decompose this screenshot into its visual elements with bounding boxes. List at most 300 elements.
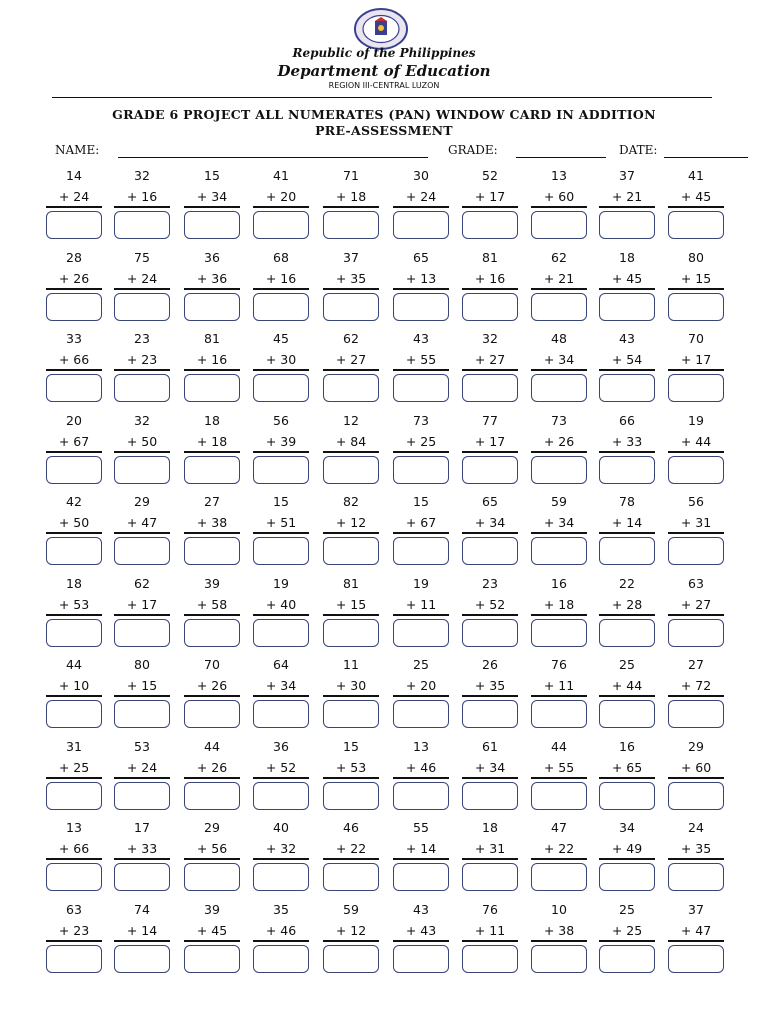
answer-box[interactable] <box>323 782 379 810</box>
date-field[interactable] <box>664 157 748 158</box>
addend-bottom: + 60 <box>680 759 712 775</box>
answer-box[interactable] <box>393 945 449 973</box>
addend-bottom: + 45 <box>611 270 643 286</box>
addend-top: 62 <box>343 331 359 346</box>
addition-problem <box>44 902 104 980</box>
answer-box[interactable] <box>599 293 655 321</box>
addend-bottom: + 53 <box>335 759 367 775</box>
sum-line <box>114 614 170 616</box>
sum-line <box>393 451 449 453</box>
addend-top: 56 <box>273 412 289 428</box>
addend-top: 42 <box>66 494 82 509</box>
addend-top: 25 <box>619 901 635 917</box>
addend-bottom: + 12 <box>335 515 367 530</box>
sum-line <box>531 940 587 942</box>
answer-box[interactable] <box>323 537 379 565</box>
addend-top: 80 <box>688 249 704 265</box>
answer-box[interactable] <box>393 863 449 891</box>
addend-top: 23 <box>134 331 150 346</box>
answer-box[interactable] <box>393 211 449 239</box>
addend-bottom: + 44 <box>611 678 643 693</box>
answer-box[interactable] <box>46 537 102 565</box>
addend-top: 24 <box>688 820 704 835</box>
answer-box[interactable] <box>184 537 240 565</box>
sum-line <box>599 940 655 942</box>
sum-line <box>531 206 587 208</box>
addend-bottom: + 27 <box>474 352 506 367</box>
addend-bottom: + 16 <box>474 270 506 286</box>
addition-problem <box>391 657 451 735</box>
sum-line <box>323 451 379 453</box>
answer-box[interactable] <box>531 293 587 321</box>
answer-box[interactable] <box>531 537 587 565</box>
addend-bottom: + 40 <box>265 596 297 612</box>
answer-box[interactable] <box>599 782 655 810</box>
addend-bottom: + 34 <box>474 759 506 775</box>
sum-line <box>599 369 655 371</box>
addend-top: 80 <box>134 657 150 672</box>
addend-bottom: + 11 <box>543 678 575 693</box>
answer-box[interactable] <box>253 700 309 728</box>
addend-top: 12 <box>343 412 359 428</box>
addend-top: 28 <box>66 249 82 265</box>
addend-top: 45 <box>273 331 289 346</box>
answer-box[interactable] <box>184 945 240 973</box>
addend-top: 18 <box>482 820 498 835</box>
addend-bottom: + 65 <box>611 759 643 775</box>
addend-top: 66 <box>619 412 635 428</box>
addition-problem <box>251 168 311 246</box>
grade-field[interactable] <box>516 157 606 158</box>
sum-line <box>531 858 587 860</box>
addition-problem <box>391 413 451 491</box>
addition-problem <box>251 494 311 572</box>
answer-box[interactable] <box>462 619 518 647</box>
addend-top: 14 <box>66 168 82 183</box>
addend-bottom: + 84 <box>335 433 367 449</box>
answer-box[interactable] <box>599 456 655 484</box>
answer-box[interactable] <box>531 945 587 973</box>
answer-box[interactable] <box>599 945 655 973</box>
answer-box[interactable] <box>393 619 449 647</box>
answer-box[interactable] <box>46 456 102 484</box>
sum-line <box>184 206 240 208</box>
answer-box[interactable] <box>46 374 102 402</box>
addition-problem <box>251 739 311 817</box>
answer-box[interactable] <box>531 863 587 891</box>
sum-line <box>393 940 449 942</box>
addition-problem <box>44 739 104 817</box>
addition-problem <box>460 250 520 328</box>
answer-box[interactable] <box>114 700 170 728</box>
sum-line <box>114 940 170 942</box>
answer-box[interactable] <box>668 211 724 239</box>
region-heading: REGION III-CENTRAL LUZON <box>328 81 440 90</box>
sum-line <box>323 206 379 208</box>
sum-line <box>253 532 309 534</box>
addend-top: 34 <box>619 820 635 835</box>
addend-bottom: + 51 <box>265 515 297 530</box>
addend-bottom: + 72 <box>680 678 712 693</box>
addition-problem <box>321 413 381 491</box>
answer-box[interactable] <box>323 456 379 484</box>
sum-line <box>531 451 587 453</box>
sum-line <box>184 614 240 616</box>
answer-box[interactable] <box>114 619 170 647</box>
addend-top: 18 <box>204 412 220 428</box>
addend-top: 10 <box>551 901 567 917</box>
answer-box[interactable] <box>668 456 724 484</box>
answer-box[interactable] <box>462 211 518 239</box>
addend-bottom: + 49 <box>611 841 643 856</box>
answer-box[interactable] <box>114 782 170 810</box>
sum-line <box>462 532 518 534</box>
addend-bottom: + 58 <box>196 596 228 612</box>
sum-line <box>668 532 724 534</box>
answer-box[interactable] <box>531 211 587 239</box>
addend-bottom: + 34 <box>543 352 575 367</box>
answer-box[interactable] <box>253 293 309 321</box>
addition-problem <box>666 576 726 654</box>
addend-bottom: + 16 <box>126 189 158 204</box>
addend-top: 48 <box>551 331 567 346</box>
addend-bottom: + 35 <box>474 678 506 693</box>
answer-box[interactable] <box>531 782 587 810</box>
addition-problem <box>182 657 242 735</box>
answer-box[interactable] <box>323 293 379 321</box>
addition-problem <box>597 739 657 817</box>
answer-box[interactable] <box>114 456 170 484</box>
sum-line <box>253 695 309 697</box>
answer-box[interactable] <box>46 782 102 810</box>
addition-problem <box>529 413 589 491</box>
addition-problem <box>391 250 451 328</box>
answer-box[interactable] <box>323 700 379 728</box>
addition-problem <box>112 331 172 409</box>
answer-box[interactable] <box>323 374 379 402</box>
sum-line <box>531 695 587 697</box>
addend-top: 61 <box>482 738 498 754</box>
addend-top: 65 <box>482 494 498 509</box>
answer-box[interactable] <box>184 293 240 321</box>
addend-bottom: + 38 <box>196 515 228 530</box>
answer-box[interactable] <box>668 700 724 728</box>
addend-bottom: + 14 <box>405 841 437 856</box>
addend-top: 70 <box>204 657 220 672</box>
addend-bottom: + 25 <box>58 759 90 775</box>
answer-box[interactable] <box>114 537 170 565</box>
addition-problem <box>597 494 657 572</box>
worksheet-title: GRADE 6 PROJECT ALL NUMERATES (PAN) WINDOW CARD IN ADDITION <box>112 107 656 122</box>
sum-line <box>114 532 170 534</box>
answer-box[interactable] <box>46 863 102 891</box>
name-label: NAME: <box>55 143 100 157</box>
answer-box[interactable] <box>599 863 655 891</box>
addend-top: 77 <box>482 412 498 428</box>
addend-top: 33 <box>66 331 82 346</box>
addend-top: 36 <box>273 738 289 754</box>
answer-box[interactable] <box>253 456 309 484</box>
addend-top: 59 <box>343 901 359 917</box>
addend-bottom: + 34 <box>543 515 575 530</box>
answer-box[interactable] <box>46 619 102 647</box>
answer-box[interactable] <box>46 293 102 321</box>
sum-line <box>184 940 240 942</box>
answer-box[interactable] <box>668 374 724 402</box>
addend-top: 44 <box>204 738 220 754</box>
addend-top: 29 <box>204 820 220 835</box>
answer-box[interactable] <box>393 293 449 321</box>
addend-top: 32 <box>134 168 150 183</box>
answer-box[interactable] <box>668 293 724 321</box>
addition-problem <box>251 657 311 735</box>
date-label: DATE: <box>619 143 658 157</box>
addend-bottom: + 15 <box>126 678 158 693</box>
addend-bottom: + 25 <box>611 922 643 938</box>
answer-box[interactable] <box>253 863 309 891</box>
answer-box[interactable] <box>253 211 309 239</box>
answer-box[interactable] <box>599 211 655 239</box>
deped-seal-icon <box>353 8 409 50</box>
addend-top: 22 <box>619 575 635 591</box>
sum-line <box>462 288 518 290</box>
addition-problem <box>391 576 451 654</box>
answer-box[interactable] <box>184 619 240 647</box>
answer-box[interactable] <box>462 700 518 728</box>
sum-line <box>114 288 170 290</box>
answer-box[interactable] <box>253 374 309 402</box>
answer-box[interactable] <box>184 782 240 810</box>
addition-problem <box>460 739 520 817</box>
addend-bottom: + 17 <box>126 596 158 612</box>
addition-problem <box>44 331 104 409</box>
answer-box[interactable] <box>114 374 170 402</box>
answer-box[interactable] <box>184 456 240 484</box>
sum-line <box>599 777 655 779</box>
answer-box[interactable] <box>323 619 379 647</box>
sum-line <box>184 288 240 290</box>
answer-box[interactable] <box>323 945 379 973</box>
addend-top: 65 <box>413 249 429 265</box>
answer-box[interactable] <box>462 293 518 321</box>
addition-problem <box>44 168 104 246</box>
addend-top: 15 <box>343 738 359 754</box>
sum-line <box>114 777 170 779</box>
addend-top: 39 <box>204 575 220 591</box>
sum-line <box>531 614 587 616</box>
answer-box[interactable] <box>114 863 170 891</box>
answer-box[interactable] <box>531 700 587 728</box>
addition-problem <box>251 820 311 898</box>
grade-label: GRADE: <box>448 143 498 157</box>
answer-box[interactable] <box>462 537 518 565</box>
addend-bottom: + 67 <box>405 515 437 530</box>
sum-line <box>531 369 587 371</box>
addend-top: 37 <box>343 249 359 265</box>
answer-box[interactable] <box>46 700 102 728</box>
addend-bottom: + 27 <box>335 352 367 367</box>
addend-bottom: + 67 <box>58 433 90 449</box>
sum-line <box>323 369 379 371</box>
addition-problem <box>597 413 657 491</box>
sum-line <box>253 614 309 616</box>
sum-line <box>393 614 449 616</box>
republic-heading: Republic of the Philippines <box>292 46 476 60</box>
addition-problem <box>460 820 520 898</box>
addition-problem <box>44 494 104 572</box>
answer-box[interactable] <box>114 211 170 239</box>
addend-bottom: + 24 <box>58 189 90 204</box>
answer-box[interactable] <box>462 863 518 891</box>
sum-line <box>599 614 655 616</box>
addend-top: 56 <box>688 494 704 509</box>
addend-top: 63 <box>688 575 704 591</box>
addition-problem <box>391 820 451 898</box>
sum-line <box>46 451 102 453</box>
addition-problem <box>112 902 172 980</box>
addition-problem <box>597 331 657 409</box>
addition-problem <box>666 902 726 980</box>
sum-line <box>114 451 170 453</box>
answer-box[interactable] <box>393 456 449 484</box>
sum-line <box>323 695 379 697</box>
answer-box[interactable] <box>253 619 309 647</box>
answer-box[interactable] <box>253 537 309 565</box>
answer-box[interactable] <box>393 374 449 402</box>
addend-top: 35 <box>273 901 289 917</box>
addend-bottom: + 39 <box>265 433 297 449</box>
sum-line <box>253 288 309 290</box>
addition-problem <box>321 576 381 654</box>
answer-box[interactable] <box>184 700 240 728</box>
addition-problem <box>251 902 311 980</box>
addend-bottom: + 56 <box>196 841 228 856</box>
addend-bottom: + 32 <box>265 841 297 856</box>
addition-problem <box>529 331 589 409</box>
answer-box[interactable] <box>668 537 724 565</box>
answer-box[interactable] <box>184 211 240 239</box>
addend-top: 73 <box>551 412 567 428</box>
addition-problem <box>391 739 451 817</box>
answer-box[interactable] <box>184 374 240 402</box>
answer-box[interactable] <box>393 782 449 810</box>
answer-box[interactable] <box>253 782 309 810</box>
sum-line <box>462 369 518 371</box>
addend-top: 81 <box>204 331 220 346</box>
addend-bottom: + 11 <box>474 922 506 938</box>
addend-top: 62 <box>551 249 567 265</box>
addition-problem <box>391 902 451 980</box>
sum-line <box>46 532 102 534</box>
answer-box[interactable] <box>531 374 587 402</box>
addend-top: 27 <box>688 657 704 672</box>
sum-line <box>114 695 170 697</box>
sum-line <box>46 777 102 779</box>
addend-top: 63 <box>66 901 82 917</box>
answer-box[interactable] <box>462 782 518 810</box>
addition-problem <box>112 494 172 572</box>
addition-problem <box>182 576 242 654</box>
addend-top: 25 <box>619 657 635 672</box>
answer-box[interactable] <box>599 537 655 565</box>
answer-box[interactable] <box>114 945 170 973</box>
sum-line <box>184 777 240 779</box>
answer-box[interactable] <box>46 945 102 973</box>
addition-problem <box>321 657 381 735</box>
addend-top: 53 <box>134 738 150 754</box>
answer-box[interactable] <box>668 782 724 810</box>
addition-problem <box>112 657 172 735</box>
addend-top: 15 <box>204 168 220 183</box>
answer-box[interactable] <box>323 863 379 891</box>
answer-box[interactable] <box>668 619 724 647</box>
addition-problem <box>529 820 589 898</box>
sum-line <box>184 858 240 860</box>
sum-line <box>253 858 309 860</box>
addend-bottom: + 34 <box>474 515 506 530</box>
addition-problem <box>251 250 311 328</box>
addend-bottom: + 22 <box>335 841 367 856</box>
addend-bottom: + 36 <box>196 270 228 286</box>
addend-top: 37 <box>688 901 704 917</box>
sum-line <box>599 288 655 290</box>
addition-problem <box>112 820 172 898</box>
sum-line <box>46 858 102 860</box>
answer-box[interactable] <box>393 700 449 728</box>
addition-problem <box>321 168 381 246</box>
answer-box[interactable] <box>531 456 587 484</box>
name-field[interactable] <box>118 157 428 158</box>
addition-problem <box>460 168 520 246</box>
addend-top: 41 <box>688 168 704 183</box>
answer-box[interactable] <box>668 945 724 973</box>
answer-box[interactable] <box>531 619 587 647</box>
answer-box[interactable] <box>599 619 655 647</box>
addend-bottom: + 60 <box>543 189 575 204</box>
answer-box[interactable] <box>393 537 449 565</box>
answer-box[interactable] <box>599 700 655 728</box>
answer-box[interactable] <box>462 945 518 973</box>
answer-box[interactable] <box>253 945 309 973</box>
answer-box[interactable] <box>599 374 655 402</box>
answer-box[interactable] <box>323 211 379 239</box>
answer-box[interactable] <box>46 211 102 239</box>
sum-line <box>253 777 309 779</box>
addend-top: 76 <box>482 901 498 917</box>
addition-problem <box>460 902 520 980</box>
addend-bottom: + 35 <box>335 270 367 286</box>
addend-bottom: + 17 <box>474 433 506 449</box>
addition-problem <box>112 168 172 246</box>
addend-top: 47 <box>551 820 567 835</box>
answer-box[interactable] <box>462 374 518 402</box>
answer-box[interactable] <box>668 863 724 891</box>
addition-problem <box>597 820 657 898</box>
sum-line <box>462 777 518 779</box>
addend-bottom: + 13 <box>405 270 437 286</box>
addend-bottom: + 26 <box>58 270 90 286</box>
addend-top: 17 <box>134 820 150 835</box>
addend-bottom: + 28 <box>611 596 643 612</box>
answer-box[interactable] <box>184 863 240 891</box>
answer-box[interactable] <box>114 293 170 321</box>
sum-line <box>46 288 102 290</box>
header-divider <box>52 97 712 98</box>
sum-line <box>599 858 655 860</box>
addend-top: 31 <box>66 738 82 754</box>
sum-line <box>462 206 518 208</box>
answer-box[interactable] <box>462 456 518 484</box>
